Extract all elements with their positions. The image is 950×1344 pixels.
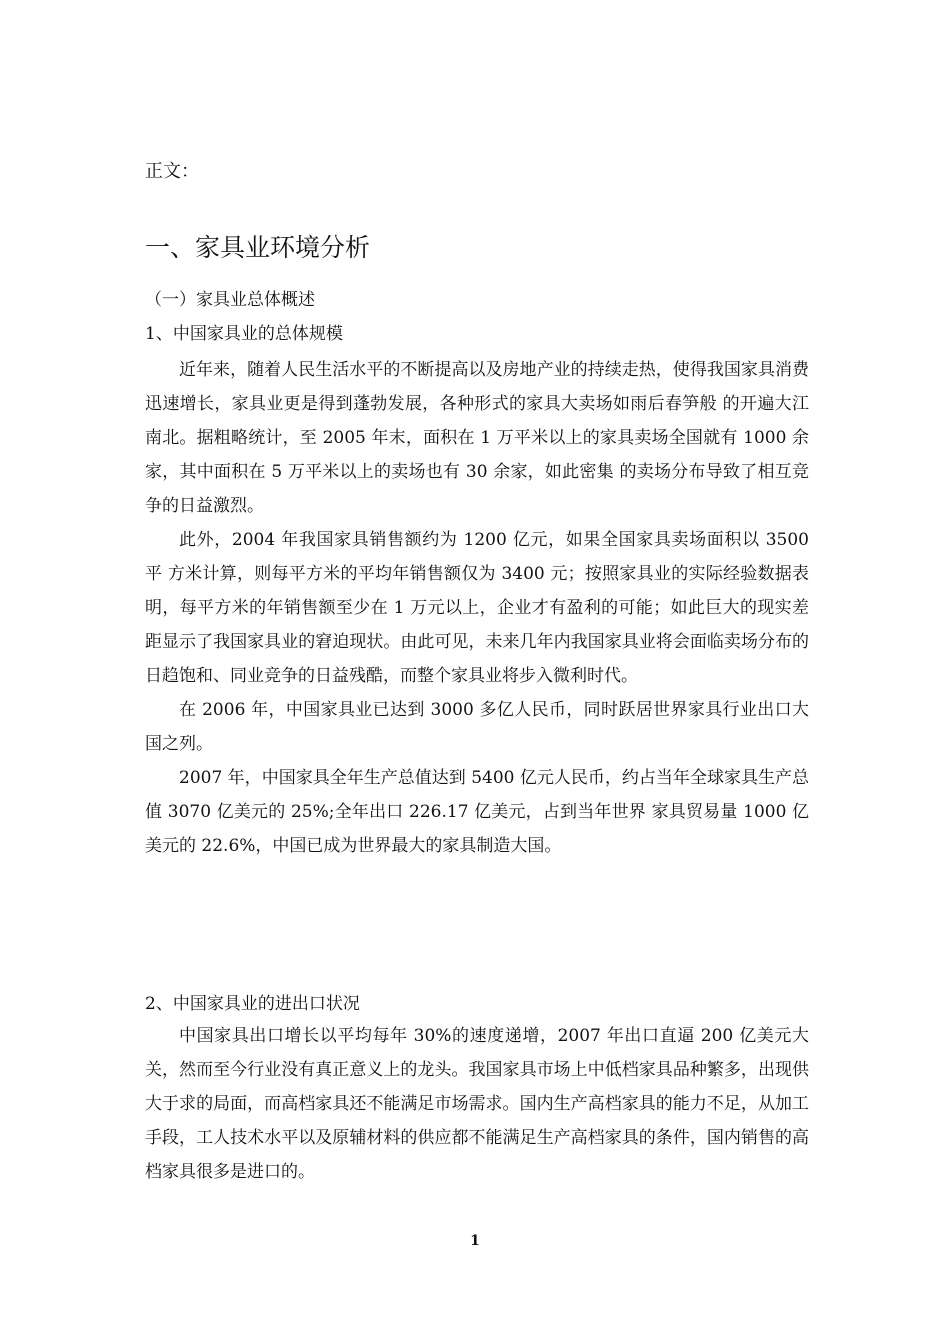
sub2-body: [145, 1019, 809, 1189]
page-number: 1: [470, 1233, 480, 1249]
sub1-title: 1、中国家具业的总体规模: [145, 324, 343, 344]
paragraph: 2007 年，中国家具全年生产总值达到 5400 亿元人民币，约占当年全球家具生产总值 3070 亿美元的 25%;全年出口 226.17 亿美元，占到当年世界 家具贸易量 1000 亿美元的 22.6%，中国已成为世界最大的家具制造大国。: [145, 768, 809, 856]
paragraph: 此外，2004 年我国家具销售额约为 1200 亿元，如果全国家具卖场面积以 3500 平 方米计算，则每平方米的平均年销售额仅为 3400 元；按照家具业的实际经验数据表明，每平方米的年销售额至少在 1 万元以上，企业才有盈利的可能；如此巨大的现实差距显示了我国家具业的窘迫现状。由此可见，未来几年内我国家具业将会面临卖场分布的日趋饱和、同业竞争的日益残酷，而整个家具业将步入微利时代。: [145, 530, 809, 686]
paragraph: 近年来，随着人民生活水平的不断提高以及房地产业的持续走热，使得我国家具消费迅速增长，家具业更是得到蓬勃发展，各种形式的家具大卖场如雨后春笋般 的开遍大江南北。据粗略统计，至 2005 年末，面积在 1 万平米以上的家具卖场全国就有 1000 余家，其中面积在 5 万平米以上的卖场也有 30 余家，如此密集 的卖场分布导致了相互竞争的日益激烈。: [145, 360, 809, 516]
subsection-title: （一）家具业总体概述: [145, 290, 315, 310]
section-title: 一、家具业环境分析: [145, 233, 371, 262]
paragraph: 在 2006 年，中国家具业已达到 3000 多亿人民币，同时跃居世界家具行业出口大国之列。: [145, 700, 809, 754]
body-label: 正文：: [145, 161, 199, 182]
sub2-title: 2、中国家具业的进出口状况: [145, 994, 360, 1014]
paragraph: 中国家具出口增长以平均每年 30%的速度递增，2007 年出口直逼 200 亿美元大关，然而至今行业没有真正意义上的龙头。我国家具市场上中低档家具品种繁多，出现供大于求的局面，而高档家具还不能满足市场需求。国内生产高档家具的能力不足，从加工手段，工人技术水平以及原辅材料的供应都不能满足生产高档家具的条件，国内销售的高档家具很多是进口的。: [145, 1026, 809, 1182]
sub1-body: [145, 353, 809, 863]
